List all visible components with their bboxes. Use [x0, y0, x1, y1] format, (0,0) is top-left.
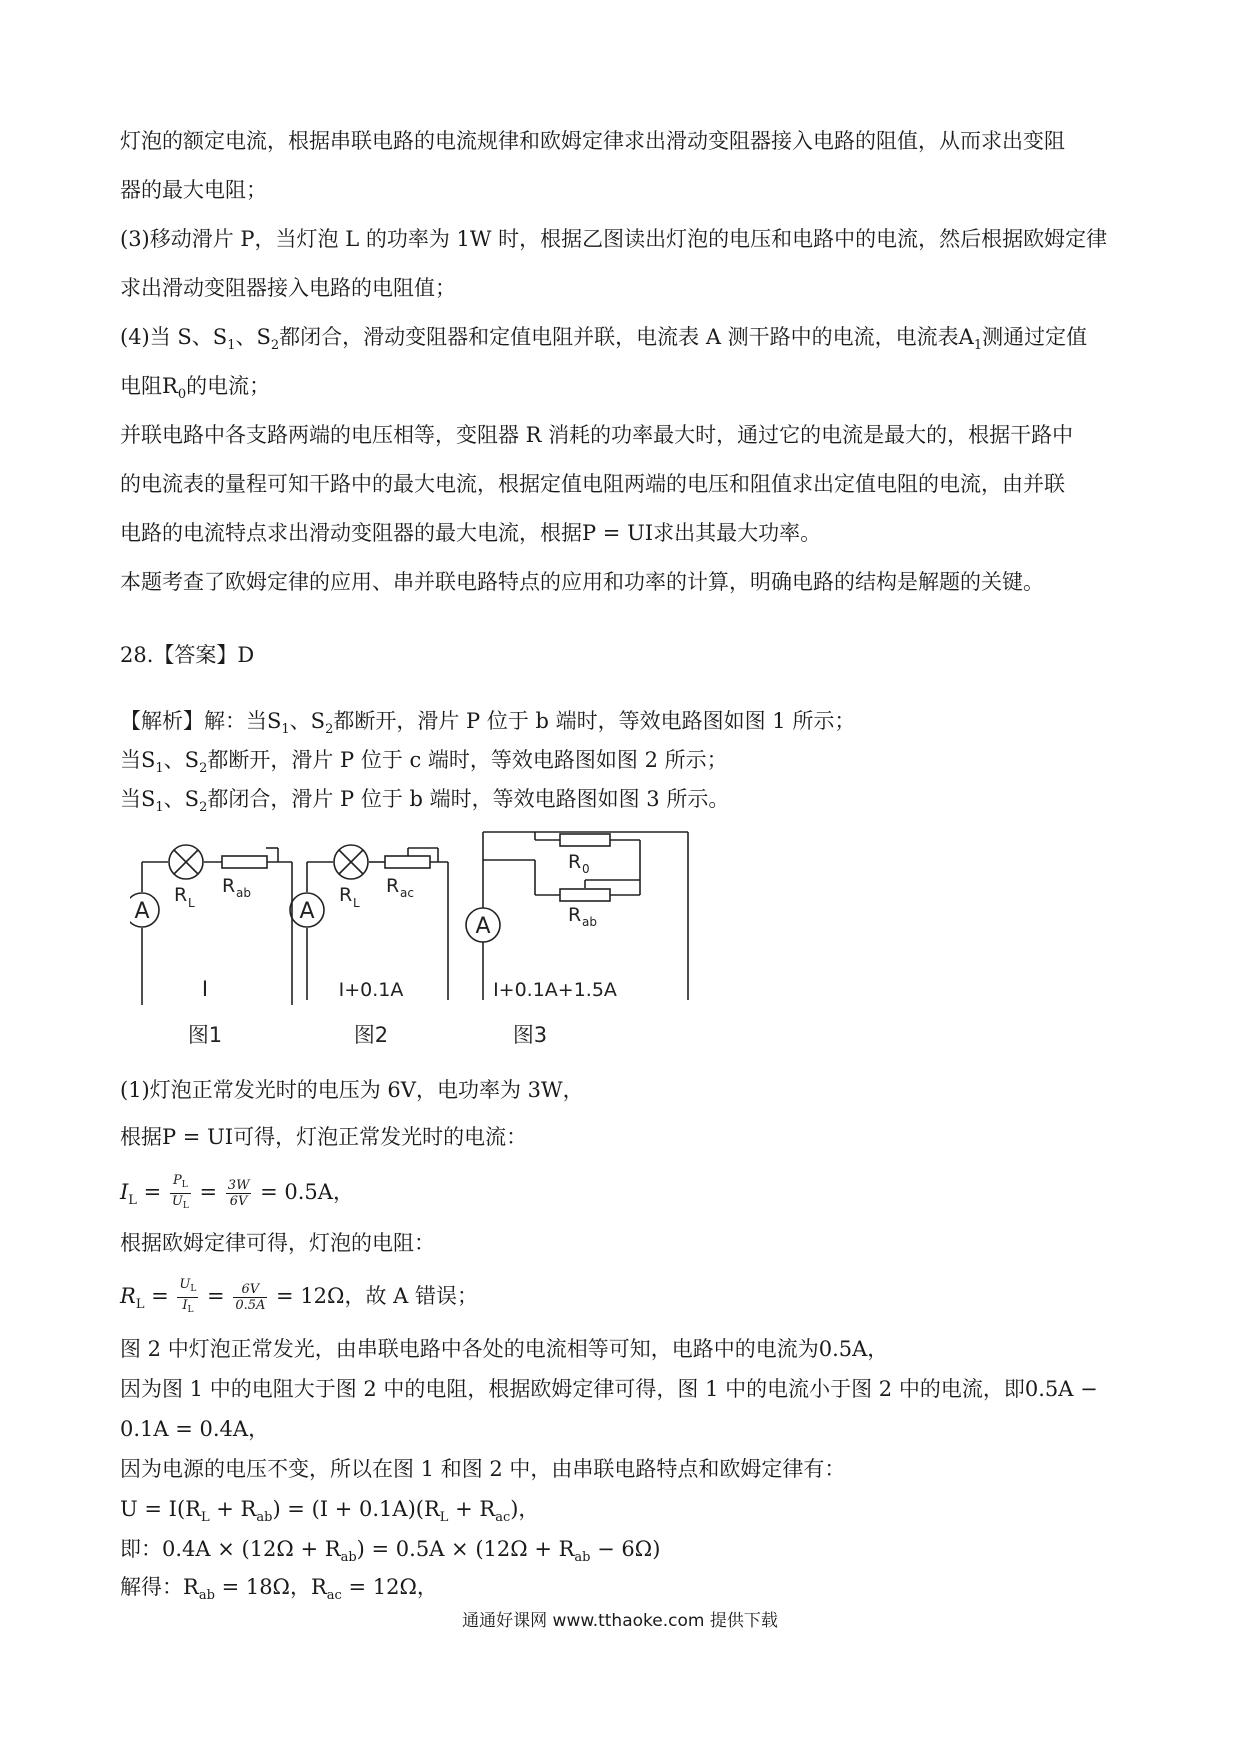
formula-line: $R_L$ = $\frac{U_L}{I_L}$ = $\frac{6V}{0.5A}$ = 12Ω，故 A 错误；	[120, 1276, 1120, 1325]
text-line: 0.1A = 0.4A，	[120, 1417, 270, 1441]
ammeter-label: A	[134, 899, 150, 924]
text-line: (4)当 S、$S_1$、$S_2$都闭合，滑动变阻器和定值电阻并联，电流表 A 测干路中的电流，电流表$A_1$测通过定值	[120, 325, 1088, 353]
text-line: 的电流表的量程可知干路中的最大电流，根据定值电阻两端的电压和阻值求出定值电阻的电流，由并联	[120, 472, 1065, 496]
formula-line: $I_L$ = $\frac{P_L}{U_L}$ = $\frac{3W}{6V}$ = 0.5A，	[120, 1172, 1120, 1221]
fraction: $\frac{3W}{6V}$	[227, 1178, 250, 1209]
rheostat-sub: ab	[582, 915, 597, 929]
text-line: 根据欧姆定律可得，灯泡的电阻：	[120, 1231, 435, 1255]
text-line: 【解析】解：当$S_1$、$S_2$都断开，滑片 P 位于 b 端时，等效电路图如图 1 所示；	[120, 709, 856, 737]
lamp-sub: L	[353, 896, 360, 910]
fraction: $\frac{6V}{0.5A}$	[235, 1282, 266, 1313]
circuit-figure-1	[130, 845, 292, 1047]
rheostat-sub: ac	[400, 886, 414, 900]
text-line: 灯泡的额定电流，根据串联电路的电流规律和欧姆定律求出滑动变阻器接入电路的阻值，从而求出变阻	[120, 129, 1065, 153]
text-line: 当$S_1$、$S_2$都断开，滑片 P 位于 c 端时，等效电路图如图 2 所示；	[120, 748, 728, 776]
circuit-diagrams	[130, 830, 710, 1055]
resistor-icon	[560, 834, 610, 846]
lamp-label: R	[339, 884, 353, 906]
circuit-figure-2	[290, 845, 448, 1047]
rheostat-sub: ab	[236, 886, 251, 900]
fraction: $\frac{U_L}{I_L}$	[179, 1277, 197, 1315]
formula-line: 即：$0.4A \times (12\Omega + R_{ab}) = 0.5A \times (12\Omega + R_{ab} - 6\Omega)$	[120, 1537, 661, 1565]
resistor-sub: 0	[582, 862, 590, 876]
text-line: 因为图 1 中的电阻大于图 2 中的电阻，根据欧姆定律可得，图 1 中的电流小于图 2 中的电流，即0.5A −	[120, 1377, 1098, 1401]
current-label: I	[201, 977, 209, 1001]
circuit-figure-3	[466, 832, 688, 1047]
text-line: 因为电源的电压不变，所以在图 1 和图 2 中，由串联电路特点和欧姆定律有：	[120, 1457, 846, 1481]
text-line: (1)灯泡正常发光时的电压为 6V，电功率为 3W，	[120, 1078, 584, 1102]
current-label: I+0.1A+1.5A	[493, 979, 617, 1001]
rheostat-label: R	[386, 875, 400, 897]
text-line: 当$S_1$、$S_2$都闭合，滑片 P 位于 b 端时，等效电路图如图 3 所示。	[120, 787, 730, 815]
answer-heading: 28.【答案】D	[120, 643, 255, 667]
rheostat-label: R	[568, 904, 582, 926]
current-label: I+0.1A	[338, 979, 404, 1001]
text-line: 器的最大电阻；	[120, 178, 267, 202]
ammeter-label: A	[299, 899, 315, 924]
formula-line: $U = I(R_L + R_{ab}) = (I + 0.1A)(R_L + R_{ac})$，	[120, 1497, 540, 1525]
text-line: 电阻$R_0$的电流；	[120, 374, 271, 402]
rheostat-icon	[560, 889, 610, 901]
resistor-label: R	[568, 851, 582, 873]
figure-caption: 图1	[187, 1023, 223, 1047]
lamp-sub: L	[188, 896, 195, 910]
text-line: 求出滑动变阻器接入电路的电阻值；	[120, 276, 456, 300]
figure-caption: 图3	[512, 1023, 548, 1047]
text-line: 并联电路中各支路两端的电压相等，变阻器 R 消耗的功率最大时，通过它的电流是最大的，根据干路中	[120, 423, 1074, 447]
rheostat-icon	[385, 856, 430, 868]
text-line: 电路的电流特点求出滑动变阻器的最大电流，根据P = UI求出其最大功率。	[120, 521, 822, 545]
figure-caption: 图2	[353, 1023, 389, 1047]
rheostat-icon	[222, 856, 267, 868]
text-line: (3)移动滑片 P，当灯泡 L 的功率为 1W 时，根据乙图读出灯泡的电压和电路中的电流，然后根据欧姆定律	[120, 227, 1108, 251]
rheostat-label: R	[222, 875, 236, 897]
text-line: 本题考查了欧姆定律的应用、串并联电路特点的应用和功率的计算，明确电路的结构是解题的关键。	[120, 570, 1044, 594]
formula-line: 解得：$R_{ab} = 18\Omega$，$R_{ac} = 12\Omega$，	[120, 1575, 438, 1603]
ammeter-label: A	[475, 914, 491, 939]
text-line: 图 2 中灯泡正常发光，由串联电路中各处的电流相等可知，电路中的电流为0.5A，	[120, 1337, 889, 1361]
fraction: $\frac{P_L}{U_L}$	[171, 1173, 189, 1211]
page-footer: 通通好课网 www.tthaoke.com 提供下载	[462, 1611, 778, 1631]
text-line: 根据P = UI可得，灯泡正常发光时的电流：	[120, 1125, 528, 1149]
lamp-label: R	[174, 884, 188, 906]
